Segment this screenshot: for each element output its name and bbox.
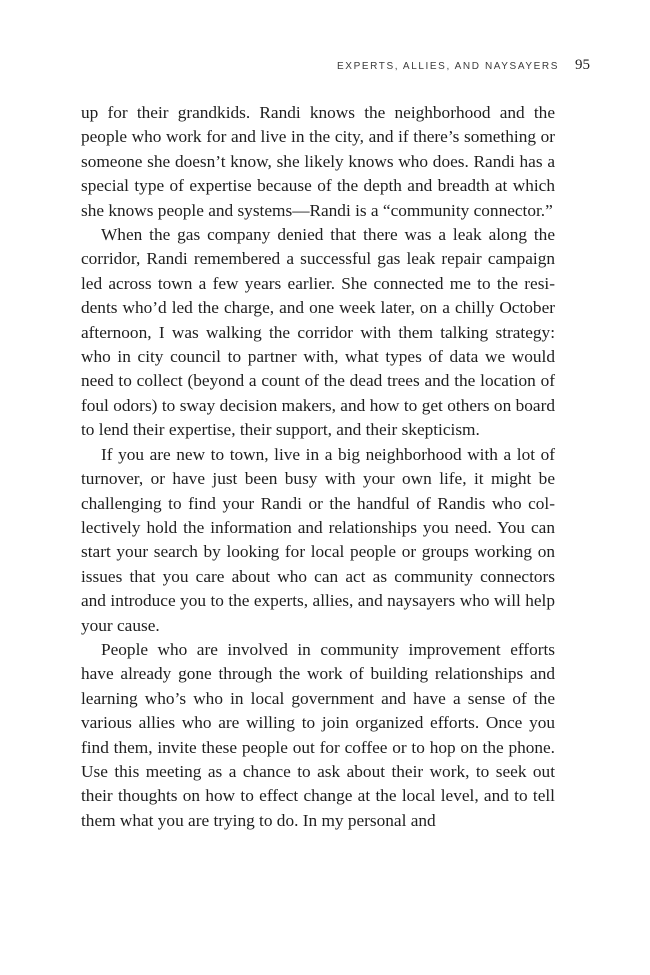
running-title: EXPERTS, ALLIES, AND NAYSAYERS bbox=[337, 61, 559, 72]
paragraph: When the gas company denied that there was a leak along the corridor, Randi remembered a successful gas leak repair campaign led across town a few years earlier. She connected me to the residents who’d led the charge, and one week later, on a chilly October afternoon, I was walking the corridor with them talking strategy: who in city council to partner with, what types of data we would need to collect (beyond a count of the dead trees and the location of foul odors) to sway decision makers, and how to get others on board to lend their expertise, their support, and their skepticism. bbox=[81, 225, 555, 440]
paragraph: If you are new to town, live in a big neighborhood with a lot of turnover, or have just been busy with your own life, it might be challenging to find your Randi or the handful of Randis who collectively hold the information and relationships you need. You can start your search by looking for local people or groups working on issues that you care about who can act as community connectors and introduce you to the experts, allies, and naysayers who will help your cause. bbox=[81, 444, 555, 635]
paragraph: up for their grandkids. Randi knows the neighborhood and the people who work for and live in the city, and if there’s something or someone she doesn’t know, she likely knows who does. Randi has a special type of expertise because of the depth and breadth at which she knows people and systems—Randi is a “community connector.” bbox=[81, 103, 555, 220]
page-number: 95 bbox=[575, 57, 590, 73]
running-header bbox=[337, 57, 590, 74]
paragraph: People who are involved in community improvement efforts have already gone through the work of building relationships and learning who’s who in local government and have a sense of the various allies who are willing to join organized efforts. Once you find them, invite these people out for coffee or to hop on the phone. Use this meeting as a chance to ask about their work, to seek out their thoughts on how to effect change at the local level, and to tell them what you are trying to do. In my personal and bbox=[81, 639, 555, 830]
body-text bbox=[81, 101, 555, 833]
